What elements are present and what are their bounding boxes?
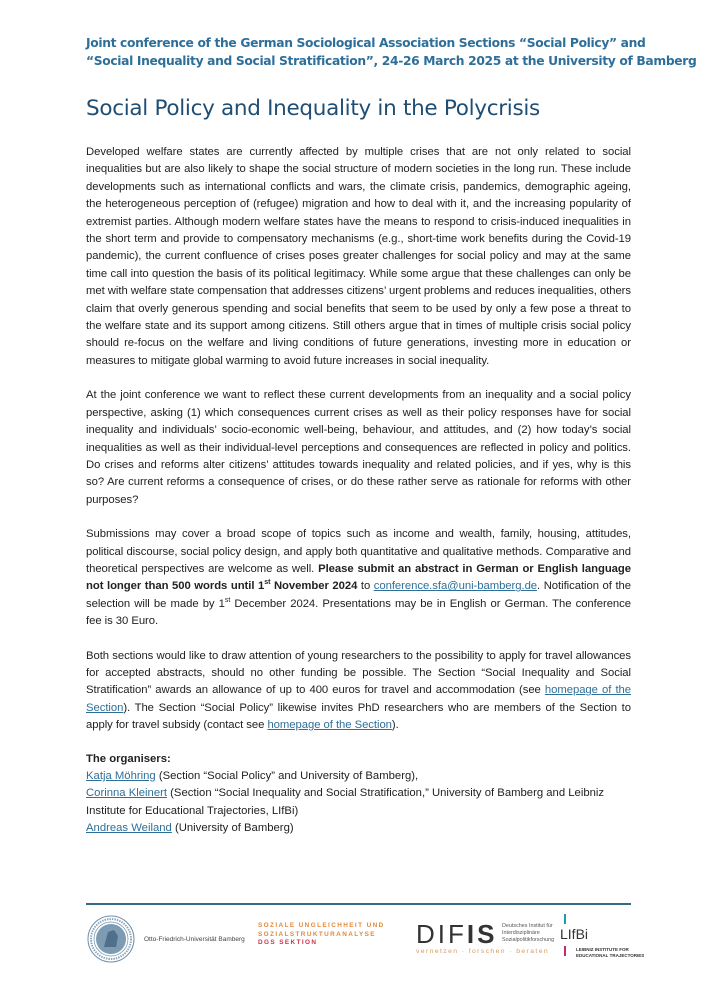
paragraph-submissions: Submissions may cover a broad scope of topics such as income and wealth, family, housing, attitudes, political discourse, social policy design, and apply both quantitative and qualitative methods. Comparative and theoretical perspectives are welcome as well. Please submit an abstract in German or English language not longer than 500 words until 1st November 2024 to conference.sfa@uni-bamberg.de. Notification of the selection will be made by 1st December 2024. Presentations may be in English or German. The conference fee is 30 Euro. [86, 528, 631, 628]
organiser-item: Andreas Weiland (University of Bamberg) [86, 822, 294, 835]
organiser-link-moehring[interactable]: Katja Möhring [86, 770, 156, 782]
dgs-section-logo: SOZIALE UNGLEICHHEIT UND SOZIALSTRUKTURANALYSE DGS SEKTION [258, 922, 385, 946]
paragraph-intro: Developed welfare states are currently affected by multiple crises that are not only related to social inequalities but are also likely to shape the social structure of modern societies in the long run. These include developments such as international conflicts and wars, the climate crisis, pandemics, demographic ageing, the heterogeneous perception of (refugee) migration and how to deal with it, and the increasing popularity of extremist parties. Although modern welfare states have the means to respond to crisis-induced inequalities in the short term and provide to compensatory mechanisms (e.g., short-time work benefits during the Covid-19 pandemic), the current confluence of crises poses greater challenges for social policy and may at the same time call into question the basis of its political legitimacy. While some argue that these challenges can only be met with welfare state compensation that addresses citizens’ urgent problems and reduces inequalities, others claim that overly generous spending and social benefits that seem to be used by only a few pose a threat to the welfare state and its support among citizens. Still others argue that in times of multiple crisis social policy should re-focus on the welfare and living conditions of future generations, investing more in education or measures to mitigate global warming to avoid future increases in social inequality. [86, 146, 631, 367]
submission-deadline-text: Please submit an abstract in German or English language not longer than 500 words until 1st November 2024 [86, 562, 631, 593]
section-homepage-link-sp[interactable]: homepage of the Section [267, 719, 392, 732]
email-link[interactable]: conference.sfa@uni-bamberg.de [373, 580, 538, 593]
university-seal-icon [86, 914, 136, 964]
paragraph-aims: At the joint conference we want to reflect these current developments from an inequality and a social policy perspective, asking (1) which consequences current crises as well as their policy responses have for social inequality and individuals’ socio-economic well-being, behaviour, and attitudes, and (2) how today’s social inequalities as well as their individual-level perceptions and consequences are reflected in policy and politics. Do crises and reforms alter citizens’ attitudes towards inequality and related policies, and if yes, why is this so? Are current reforms a consequence of crises, or do these rather serve as rationale for reforms with other purposes? [86, 389, 631, 506]
organiser-item: Katja Möhring (Section “Social Policy” and University of Bamberg), [86, 770, 419, 782]
organiser-item: Corinna Kleinert (Section “Social Inequality and Social Stratification,” University of Bamberg and Leibniz Institute for Educational Trajectories, LIfBi) [86, 787, 605, 817]
conference-header-line1: Joint conference of the German Sociological Association Sections “Social Policy” and [86, 36, 646, 50]
section-homepage-link-sfa[interactable]: homepage of the Section [86, 684, 632, 714]
document-page [86, 34, 697, 838]
lifbi-bar-bottom-icon [564, 946, 566, 956]
difis-logo: DIFIS Deutsches Institut für Interdisziplinäre Sozialpolitikforschung vernetzen · forschen · beraten [416, 919, 555, 955]
footer-divider [86, 903, 631, 905]
organisers-heading: The organisers: [86, 752, 171, 765]
page-title: Social Policy and Inequality in the Polycrisis [86, 96, 540, 121]
lifbi-bar-top-icon [564, 914, 566, 924]
paragraph-travel: Both sections would like to draw attention of young researchers to the possibility to apply for travel allowances for accepted abstracts, should no other funding be possible. The Section “Social Inequality and Social Stratification” awards an allowance of up to 400 euros for travel and accommodation (see homepage of the Section). The Section “Social Policy” likewise invites PhD researchers who are members of the Section to apply for travel subsidy (contact see homepage of the Section). [86, 649, 632, 732]
footer-logos: Otto-Friedrich-Universität Bamberg SOZIALE UNGLEICHHEIT UND SOZIALSTRUKTURANALYSE DGS SEKTION DIFIS Deutsches Institut für Interdisziplinäre Sozialpolitikforschung vernetzen · forschen · beraten LIfBi LEIBNIZ INSTITUTE FOR EDUCATIONAL TRAJECTORIES [86, 912, 646, 972]
university-name: Otto-Friedrich-Universität Bamberg [144, 936, 245, 943]
conference-header-line2: “Social Inequality and Social Stratification”, 24-26 March 2025 at the University of Bamberg [86, 54, 697, 68]
organiser-link-weiland[interactable]: Andreas Weiland [86, 822, 172, 835]
submission-intro-text: Submissions may cover a broad scope of topics such as income and wealth, family, housing, attitudes, political discourse, social policy design, and apply both quantitative and qualitative methods. Comparative and theoretical perspectives are welcome as well. [86, 528, 631, 575]
organiser-link-kleinert[interactable]: Corinna Kleinert [86, 787, 168, 800]
